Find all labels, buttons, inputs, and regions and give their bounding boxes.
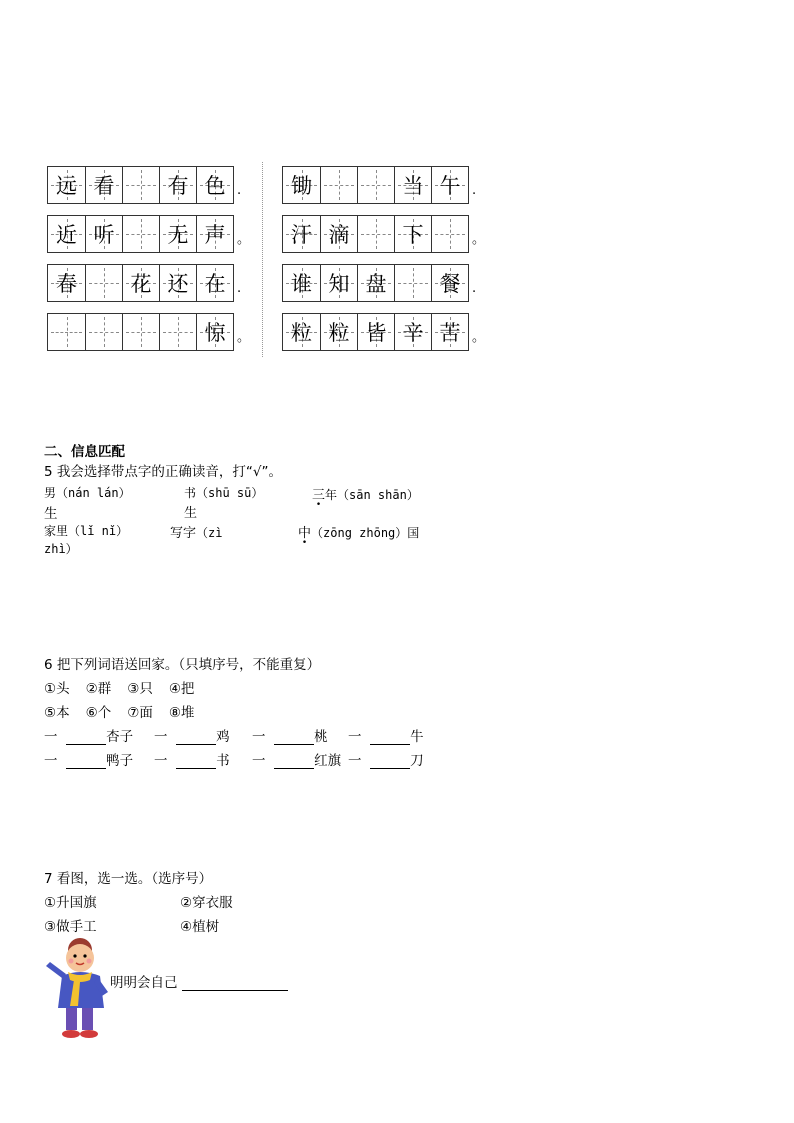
answer-blank[interactable]	[370, 730, 410, 745]
poem-cell: 汗	[283, 216, 320, 252]
poem-row	[47, 264, 249, 302]
poem-cell-blank[interactable]	[159, 314, 196, 350]
poem-cell: 知	[320, 265, 357, 301]
poem-cell-blank[interactable]	[320, 167, 357, 203]
poem-cell: 谁	[283, 265, 320, 301]
poem-cell: 远	[48, 167, 85, 203]
answer-blank[interactable]	[66, 730, 106, 745]
q6-option: ⑧堆	[168, 705, 195, 721]
poem-punctuation: .	[472, 281, 477, 296]
q6-option: ②群	[85, 681, 112, 697]
answer-blank[interactable]	[370, 754, 410, 769]
answer-blank[interactable]	[176, 730, 216, 745]
answer-blank[interactable]	[274, 730, 314, 745]
poem-cell: 声	[196, 216, 233, 252]
poem-cell-blank[interactable]	[122, 167, 159, 203]
poem-cell-blank[interactable]	[48, 314, 85, 350]
q6-fill-row1: 一 杏子 一 鸡 一 桃 一 牛	[44, 729, 424, 745]
q5-item-jiali: 家里（lǐ nǐ）	[44, 524, 129, 538]
section-heading: 二、信息匹配	[44, 444, 125, 460]
poem-cell: 色	[196, 167, 233, 203]
poem-row-cells	[282, 166, 469, 204]
q6-option: ③只	[127, 681, 153, 697]
poem-punctuation: .	[237, 281, 242, 296]
poem-punctuation: 。	[472, 232, 486, 247]
q6-options-row1	[44, 677, 194, 697]
poem-row-cells	[47, 166, 234, 204]
poem-cell-blank[interactable]	[122, 216, 159, 252]
q5-row1	[44, 484, 131, 501]
q6-option: ④把	[168, 681, 195, 697]
q7-option-4: ④植树	[180, 919, 220, 935]
q5-row1-wrap2: 生	[184, 506, 198, 521]
poem-cell: 看	[85, 167, 122, 203]
poem-row	[282, 166, 484, 204]
poem-row	[47, 313, 249, 351]
poem-cell: 餐	[431, 265, 468, 301]
poem-cell: 近	[48, 216, 85, 252]
poem-cell: 当	[394, 167, 431, 203]
q6-fill-row2: 一 鸭子 一 书 一 红旗 一 刀	[44, 753, 424, 769]
poem-punctuation: 。	[237, 232, 251, 247]
poem-cell: 春	[48, 265, 85, 301]
poem-cell: 苦	[431, 314, 468, 350]
poem-cell: 听	[85, 216, 122, 252]
poem-cell: 盘	[357, 265, 394, 301]
q5-row2-wrap: zhì）	[44, 542, 78, 556]
poem-row-cells	[282, 215, 469, 253]
q6-option: ①头	[44, 681, 70, 697]
poem-punctuation: 。	[472, 330, 486, 345]
poem-row-cells	[47, 264, 234, 302]
q5-item-shu: 书（shū sū）	[184, 486, 264, 500]
poem-cell-blank[interactable]	[357, 216, 394, 252]
q5-item-nan: 男（nán lán）	[44, 486, 131, 500]
poem-cell: 皆	[357, 314, 394, 350]
q6-options-row2	[44, 701, 194, 721]
q5-item-xiezi: 写字（zì	[170, 526, 223, 541]
q7-option-2: ②穿衣服	[180, 895, 233, 911]
poem-cell: 惊	[196, 314, 233, 350]
poem-cell-blank[interactable]	[122, 314, 159, 350]
poem-cell-blank[interactable]	[394, 265, 431, 301]
poem-punctuation: 。	[237, 330, 251, 345]
q5-item-san: 三年（sān shān）	[312, 488, 419, 503]
poem-punctuation: .	[237, 183, 242, 198]
q5-item-zhong: 中（zōng zhōng）国	[298, 526, 420, 541]
poem-row	[282, 215, 484, 253]
q5-row1-wrap: 生	[44, 506, 58, 522]
poem-cell: 午	[431, 167, 468, 203]
poem-row-cells	[47, 215, 234, 253]
poem-cell: 有	[159, 167, 196, 203]
poem-cell: 辛	[394, 314, 431, 350]
q6-title: 6 把下列词语送回家。（只填序号，不能重复）	[44, 657, 321, 673]
poem-cell: 粒	[283, 314, 320, 350]
q6-option: ⑥个	[85, 705, 112, 721]
poem-cell-blank[interactable]	[357, 167, 394, 203]
poem-cell: 无	[159, 216, 196, 252]
answer-blank[interactable]	[274, 754, 314, 769]
answer-blank[interactable]	[66, 754, 106, 769]
poem-cell-blank[interactable]	[431, 216, 468, 252]
poem-cell-blank[interactable]	[85, 265, 122, 301]
poem-cell: 还	[159, 265, 196, 301]
poem-cell: 锄	[283, 167, 320, 203]
poem-row	[47, 215, 249, 253]
q7-option-1: ①升国旗	[44, 895, 97, 911]
boy-dressing-illustration	[42, 936, 112, 1044]
poem-cell-blank[interactable]	[85, 314, 122, 350]
poem-cell: 花	[122, 265, 159, 301]
q6-option: ⑦面	[127, 705, 153, 721]
answer-blank[interactable]	[176, 754, 216, 769]
poem-row	[282, 313, 484, 351]
poem-row-cells	[282, 264, 469, 302]
q7-title: 7 看图，选一选。（选序号）	[44, 871, 213, 887]
poem-row	[282, 264, 484, 302]
answer-blank[interactable]	[182, 976, 288, 991]
grid-divider	[262, 162, 263, 357]
poem-row-cells	[47, 313, 234, 351]
poem-row-cells	[282, 313, 469, 351]
poem-cell: 滴	[320, 216, 357, 252]
q7-option-3: ③做手工	[44, 919, 97, 935]
poem-punctuation: .	[472, 183, 477, 198]
q5-title: 5 我会选择带点字的正确读音，打“√”。	[44, 464, 282, 480]
q6-option: ⑤本	[44, 705, 70, 721]
poem-row	[47, 166, 249, 204]
poem-cell: 粒	[320, 314, 357, 350]
poem-cell: 在	[196, 265, 233, 301]
poem-cell: 下	[394, 216, 431, 252]
q7-prompt: 明明会自己	[110, 971, 288, 991]
